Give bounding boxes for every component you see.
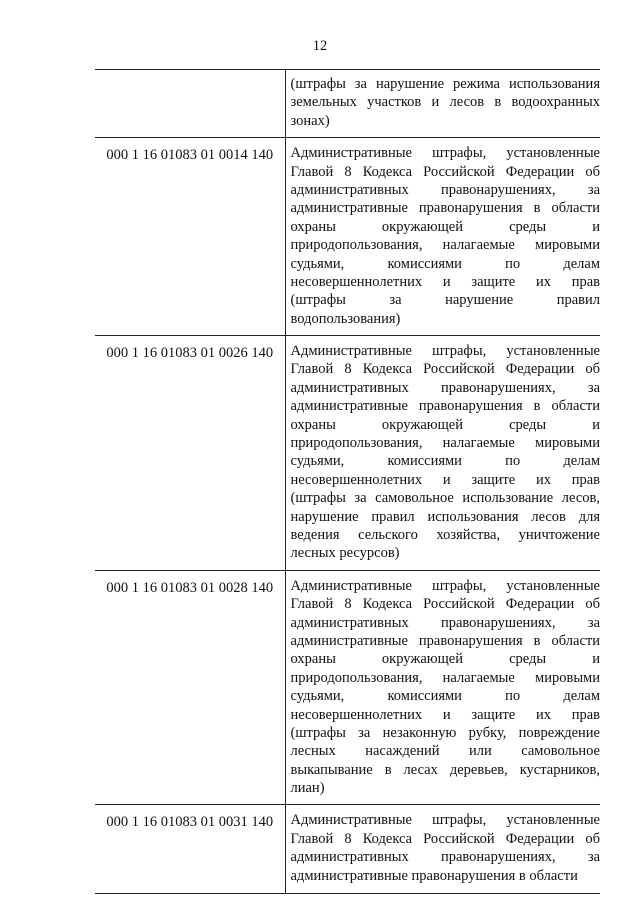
- description-line: несовершеннолетних и защите их прав: [290, 706, 600, 723]
- table-row: [95, 570, 600, 805]
- description-line: охраны окружающей среды и: [290, 218, 600, 235]
- budget-code-cell: [95, 70, 285, 138]
- description-line: водопользования): [290, 310, 401, 327]
- description-line: (штрафы за самовольное использование лесов,: [290, 490, 600, 507]
- description-line: природопользования, налагаемые мировыми: [290, 669, 600, 686]
- table-row: [95, 805, 600, 894]
- description-line: административных правонарушениях, за: [290, 849, 600, 866]
- table-row: [95, 138, 600, 336]
- description-line: несовершеннолетних и защите их прав: [290, 471, 600, 488]
- description-line: охраны окружающей среды и: [290, 416, 600, 433]
- description-line: лиан): [290, 780, 325, 797]
- description-line: Административные штрафы, установленные: [290, 145, 600, 162]
- budget-code-cell: 000 1 16 01083 01 0026 140: [95, 336, 285, 571]
- classification-table: [95, 69, 600, 894]
- description-line: административных правонарушениях, за: [290, 614, 600, 631]
- description-line: административные правонарушения в области: [290, 867, 578, 884]
- description-line: лесных насаждений или самовольное: [290, 743, 600, 760]
- description-line: административные правонарушения в области: [290, 200, 600, 217]
- description-line: административные правонарушения в области: [290, 632, 600, 649]
- budget-code-cell: 000 1 16 01083 01 0028 140: [95, 570, 285, 805]
- description-line: (штрафы за нарушение правил: [290, 292, 600, 309]
- description-line: судьями, комиссиями по делам: [290, 688, 600, 705]
- description-cell: [285, 805, 600, 894]
- description-line: судьями, комиссиями по делам: [290, 453, 600, 470]
- table-row: [95, 336, 600, 571]
- description-line: (штрафы за нарушение режима использования: [290, 76, 600, 92]
- description-line: административные правонарушения в области: [290, 398, 600, 415]
- description-line: Административные штрафы, установленные: [290, 577, 600, 594]
- description-line: Главой 8 Кодекса Российской Федерации об: [290, 596, 600, 613]
- description-line: административных правонарушениях, за: [290, 181, 600, 198]
- description-line: несовершеннолетних и защите их прав: [290, 273, 600, 290]
- budget-code-cell: 000 1 16 01083 01 0031 140: [95, 805, 285, 894]
- description-line: лесных ресурсов): [290, 545, 400, 562]
- description-cell: [285, 70, 600, 138]
- description-cell: [285, 336, 600, 571]
- description-line: ведения сельского хозяйства, уничтожение: [290, 526, 600, 543]
- description-line: зонах): [290, 112, 330, 129]
- description-line: (штрафы за незаконную рубку, повреждение: [290, 724, 600, 741]
- description-cell: [285, 138, 600, 336]
- description-line: природопользования, налагаемые мировыми: [290, 237, 600, 254]
- description-cell: [285, 570, 600, 805]
- description-line: Административные штрафы, установленные: [290, 343, 600, 360]
- table-body: [95, 70, 600, 894]
- table-row: [95, 70, 600, 138]
- description-line: земельных участков и лесов в водоохранных: [290, 94, 600, 111]
- description-line: административных правонарушениях, за: [290, 379, 600, 396]
- description-line: природопользования, налагаемые мировыми: [290, 435, 600, 452]
- description-line: Главой 8 Кодекса Российской Федерации об: [290, 830, 600, 847]
- description-line: охраны окружающей среды и: [290, 651, 600, 668]
- description-line: Административные штрафы, установленные: [290, 812, 600, 829]
- description-line: Главой 8 Кодекса Российской Федерации об: [290, 163, 600, 180]
- description-line: выкапывание в лесах деревьев, кустарников,: [290, 761, 600, 778]
- page-number: 12: [312, 38, 328, 54]
- budget-code-cell: 000 1 16 01083 01 0014 140: [95, 138, 285, 336]
- description-line: Главой 8 Кодекса Российской Федерации об: [290, 361, 600, 378]
- description-line: судьями, комиссиями по делам: [290, 255, 600, 272]
- description-line: нарушение правил использования лесов для: [290, 508, 600, 525]
